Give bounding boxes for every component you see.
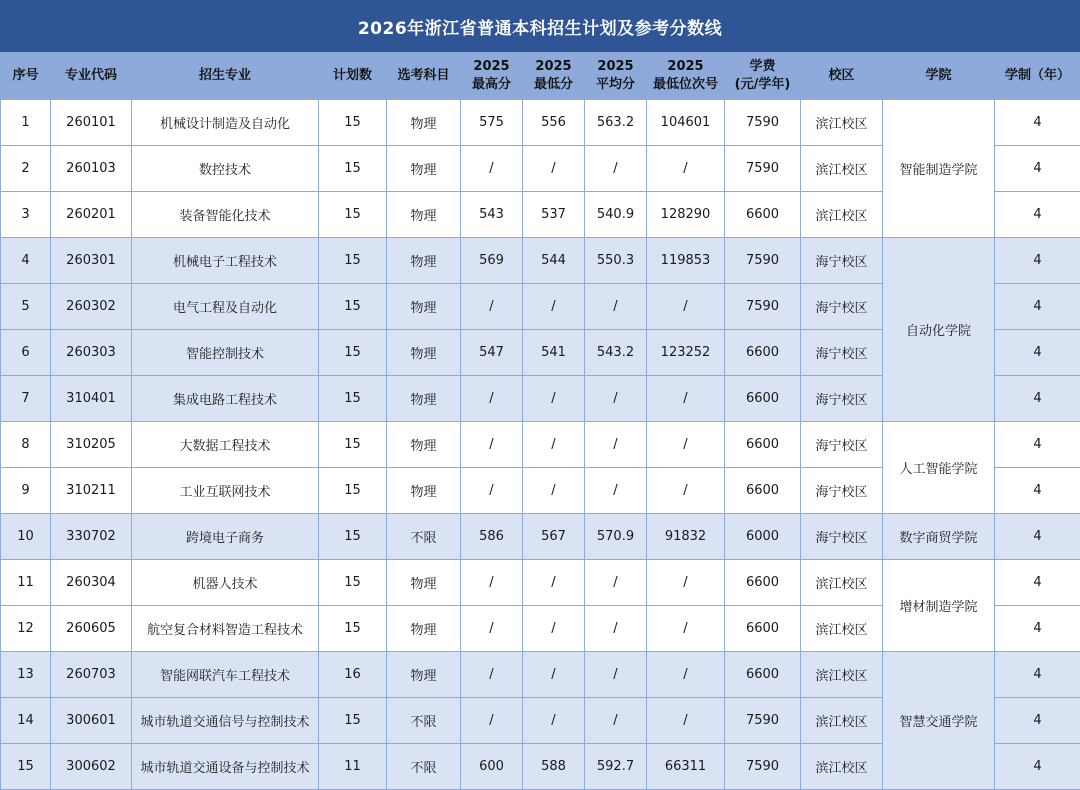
cell-code: 330702	[51, 514, 132, 560]
cell-code: 260605	[51, 606, 132, 652]
cell-min-score: 588	[523, 744, 585, 790]
cell-max-score: 575	[461, 100, 523, 146]
cell-plan: 15	[319, 422, 387, 468]
table-row	[1, 560, 1080, 606]
cell-min-score: /	[523, 606, 585, 652]
cell-major: 机械设计制造及自动化	[132, 100, 319, 146]
cell-avg-score: 563.2	[585, 100, 647, 146]
cell-campus: 海宁校区	[801, 468, 883, 514]
cell-subject: 物理	[387, 606, 461, 652]
cell-campus: 海宁校区	[801, 330, 883, 376]
cell-max-score: /	[461, 652, 523, 698]
admission-table	[0, 52, 1080, 790]
cell-min-score: 567	[523, 514, 585, 560]
cell-years: 4	[995, 606, 1080, 652]
cell-major: 集成电路工程技术	[132, 376, 319, 422]
cell-seq: 8	[1, 422, 51, 468]
cell-code: 260101	[51, 100, 132, 146]
cell-min-score: /	[523, 376, 585, 422]
cell-fee: 6600	[725, 330, 801, 376]
header-seq: 序号	[1, 53, 51, 100]
cell-campus: 海宁校区	[801, 284, 883, 330]
cell-code: 300601	[51, 698, 132, 744]
cell-plan: 15	[319, 698, 387, 744]
cell-fee: 6600	[725, 192, 801, 238]
cell-avg-score: /	[585, 468, 647, 514]
header-max-score	[461, 53, 523, 100]
cell-min-rank: 128290	[647, 192, 725, 238]
cell-avg-score: /	[585, 146, 647, 192]
cell-min-rank: /	[647, 468, 725, 514]
cell-max-score: /	[461, 146, 523, 192]
cell-seq: 2	[1, 146, 51, 192]
cell-min-rank: /	[647, 376, 725, 422]
cell-avg-score: /	[585, 606, 647, 652]
cell-campus: 滨江校区	[801, 698, 883, 744]
cell-plan: 15	[319, 100, 387, 146]
cell-major: 智能控制技术	[132, 330, 319, 376]
cell-min-rank: 123252	[647, 330, 725, 376]
cell-plan: 15	[319, 376, 387, 422]
cell-campus: 海宁校区	[801, 514, 883, 560]
cell-campus: 滨江校区	[801, 146, 883, 192]
cell-plan: 15	[319, 468, 387, 514]
cell-min-rank: /	[647, 698, 725, 744]
cell-seq: 12	[1, 606, 51, 652]
cell-subject: 物理	[387, 422, 461, 468]
header-rank-year: 2025	[667, 59, 703, 74]
cell-max-score: /	[461, 606, 523, 652]
cell-years: 4	[995, 146, 1080, 192]
cell-fee: 7590	[725, 284, 801, 330]
cell-subject: 物理	[387, 100, 461, 146]
cell-max-score: 543	[461, 192, 523, 238]
cell-seq: 11	[1, 560, 51, 606]
cell-campus: 滨江校区	[801, 606, 883, 652]
header-plan: 计划数	[319, 53, 387, 100]
cell-major: 数控技术	[132, 146, 319, 192]
cell-code: 260201	[51, 192, 132, 238]
cell-campus: 海宁校区	[801, 376, 883, 422]
cell-years: 4	[995, 744, 1080, 790]
header-fee-label: 学费	[749, 59, 775, 74]
cell-years: 4	[995, 284, 1080, 330]
cell-code: 260303	[51, 330, 132, 376]
cell-max-score: /	[461, 376, 523, 422]
cell-min-score: 556	[523, 100, 585, 146]
cell-subject: 不限	[387, 514, 461, 560]
cell-max-score: /	[461, 560, 523, 606]
cell-fee: 6600	[725, 606, 801, 652]
header-avg-year: 2025	[597, 59, 633, 74]
cell-fee: 6600	[725, 376, 801, 422]
cell-subject: 物理	[387, 330, 461, 376]
cell-plan: 16	[319, 652, 387, 698]
cell-college: 数字商贸学院	[883, 514, 995, 560]
table-body	[1, 100, 1080, 790]
cell-avg-score: /	[585, 698, 647, 744]
header-college: 学院	[883, 53, 995, 100]
header-max-year: 2025	[473, 59, 509, 74]
cell-min-rank: /	[647, 422, 725, 468]
cell-plan: 15	[319, 560, 387, 606]
cell-college: 人工智能学院	[883, 422, 995, 514]
cell-code: 260304	[51, 560, 132, 606]
cell-subject: 物理	[387, 238, 461, 284]
cell-seq: 13	[1, 652, 51, 698]
cell-fee: 6000	[725, 514, 801, 560]
cell-plan: 15	[319, 238, 387, 284]
header-avg-score	[585, 53, 647, 100]
table-row	[1, 100, 1080, 146]
cell-code: 260302	[51, 284, 132, 330]
cell-subject: 物理	[387, 146, 461, 192]
cell-avg-score: 570.9	[585, 514, 647, 560]
cell-subject: 物理	[387, 376, 461, 422]
cell-min-score: /	[523, 698, 585, 744]
cell-avg-score: /	[585, 376, 647, 422]
cell-fee: 7590	[725, 146, 801, 192]
cell-plan: 15	[319, 514, 387, 560]
cell-subject: 物理	[387, 284, 461, 330]
cell-avg-score: 543.2	[585, 330, 647, 376]
cell-years: 4	[995, 376, 1080, 422]
cell-years: 4	[995, 100, 1080, 146]
cell-fee: 7590	[725, 100, 801, 146]
cell-min-score: 544	[523, 238, 585, 284]
cell-years: 4	[995, 468, 1080, 514]
header-min-rank	[647, 53, 725, 100]
cell-code: 310205	[51, 422, 132, 468]
cell-plan: 15	[319, 330, 387, 376]
cell-plan: 11	[319, 744, 387, 790]
cell-min-score: /	[523, 560, 585, 606]
cell-min-rank: /	[647, 652, 725, 698]
header-code: 专业代码	[51, 53, 132, 100]
cell-college: 增材制造学院	[883, 560, 995, 652]
cell-college: 自动化学院	[883, 238, 995, 422]
cell-code: 310211	[51, 468, 132, 514]
cell-years: 4	[995, 514, 1080, 560]
cell-major: 电气工程及自动化	[132, 284, 319, 330]
cell-min-rank: 66311	[647, 744, 725, 790]
cell-major: 大数据工程技术	[132, 422, 319, 468]
header-min-label: 最低分	[534, 77, 573, 92]
cell-campus: 滨江校区	[801, 744, 883, 790]
cell-seq: 5	[1, 284, 51, 330]
cell-plan: 15	[319, 146, 387, 192]
cell-years: 4	[995, 652, 1080, 698]
cell-max-score: /	[461, 468, 523, 514]
cell-avg-score: /	[585, 652, 647, 698]
cell-min-score: /	[523, 468, 585, 514]
cell-seq: 4	[1, 238, 51, 284]
cell-fee: 7590	[725, 744, 801, 790]
cell-avg-score: /	[585, 422, 647, 468]
cell-subject: 不限	[387, 698, 461, 744]
cell-min-rank: /	[647, 560, 725, 606]
cell-min-score: /	[523, 652, 585, 698]
cell-avg-score: /	[585, 560, 647, 606]
cell-min-score: /	[523, 146, 585, 192]
cell-code: 260301	[51, 238, 132, 284]
cell-min-score: /	[523, 422, 585, 468]
cell-campus: 海宁校区	[801, 422, 883, 468]
cell-years: 4	[995, 698, 1080, 744]
cell-years: 4	[995, 192, 1080, 238]
cell-college: 智慧交通学院	[883, 652, 995, 790]
cell-seq: 10	[1, 514, 51, 560]
cell-max-score: /	[461, 284, 523, 330]
table-row	[1, 514, 1080, 560]
cell-code: 260703	[51, 652, 132, 698]
cell-min-score: 541	[523, 330, 585, 376]
cell-seq: 15	[1, 744, 51, 790]
cell-max-score: 586	[461, 514, 523, 560]
cell-subject: 物理	[387, 652, 461, 698]
table-row	[1, 422, 1080, 468]
header-avg-label: 平均分	[596, 77, 635, 92]
cell-seq: 14	[1, 698, 51, 744]
cell-fee: 6600	[725, 422, 801, 468]
cell-max-score: 569	[461, 238, 523, 284]
cell-seq: 3	[1, 192, 51, 238]
cell-min-score: /	[523, 284, 585, 330]
cell-code: 300602	[51, 744, 132, 790]
cell-seq: 6	[1, 330, 51, 376]
cell-avg-score: 592.7	[585, 744, 647, 790]
cell-max-score: 547	[461, 330, 523, 376]
header-max-label: 最高分	[472, 77, 511, 92]
cell-min-rank: 91832	[647, 514, 725, 560]
cell-min-rank: 119853	[647, 238, 725, 284]
cell-avg-score: 540.9	[585, 192, 647, 238]
header-fee-unit: (元/学年)	[735, 77, 791, 92]
cell-subject: 不限	[387, 744, 461, 790]
cell-years: 4	[995, 560, 1080, 606]
cell-campus: 滨江校区	[801, 100, 883, 146]
header-years: 学制（年）	[995, 53, 1080, 100]
header-subject: 选考科目	[387, 53, 461, 100]
cell-fee: 6600	[725, 652, 801, 698]
cell-campus: 滨江校区	[801, 192, 883, 238]
cell-fee: 6600	[725, 560, 801, 606]
header-fee	[725, 53, 801, 100]
cell-plan: 15	[319, 192, 387, 238]
cell-seq: 1	[1, 100, 51, 146]
cell-min-rank: /	[647, 606, 725, 652]
cell-years: 4	[995, 238, 1080, 284]
cell-max-score: /	[461, 422, 523, 468]
cell-avg-score: 550.3	[585, 238, 647, 284]
cell-subject: 物理	[387, 560, 461, 606]
cell-major: 航空复合材料智造工程技术	[132, 606, 319, 652]
cell-college: 智能制造学院	[883, 100, 995, 238]
cell-campus: 滨江校区	[801, 652, 883, 698]
cell-major: 机械电子工程技术	[132, 238, 319, 284]
cell-max-score: 600	[461, 744, 523, 790]
cell-major: 城市轨道交通信号与控制技术	[132, 698, 319, 744]
cell-major: 工业互联网技术	[132, 468, 319, 514]
header-major: 招生专业	[132, 53, 319, 100]
table-header	[1, 53, 1080, 100]
cell-subject: 物理	[387, 192, 461, 238]
cell-seq: 7	[1, 376, 51, 422]
cell-fee: 7590	[725, 238, 801, 284]
cell-plan: 15	[319, 284, 387, 330]
cell-min-rank: /	[647, 284, 725, 330]
header-min-year: 2025	[535, 59, 571, 74]
cell-plan: 15	[319, 606, 387, 652]
cell-years: 4	[995, 422, 1080, 468]
cell-min-score: 537	[523, 192, 585, 238]
cell-max-score: /	[461, 698, 523, 744]
cell-campus: 滨江校区	[801, 560, 883, 606]
cell-major: 装备智能化技术	[132, 192, 319, 238]
header-campus: 校区	[801, 53, 883, 100]
cell-major: 智能网联汽车工程技术	[132, 652, 319, 698]
cell-major: 跨境电子商务	[132, 514, 319, 560]
table-row	[1, 652, 1080, 698]
cell-code: 310401	[51, 376, 132, 422]
cell-code: 260103	[51, 146, 132, 192]
cell-campus: 海宁校区	[801, 238, 883, 284]
cell-major: 机器人技术	[132, 560, 319, 606]
table-row	[1, 238, 1080, 284]
cell-min-rank: /	[647, 146, 725, 192]
cell-subject: 物理	[387, 468, 461, 514]
cell-fee: 7590	[725, 698, 801, 744]
cell-seq: 9	[1, 468, 51, 514]
cell-major: 城市轨道交通设备与控制技术	[132, 744, 319, 790]
header-rank-label: 最低位次号	[653, 77, 718, 92]
page-title: 2026年浙江省普通本科招生计划及参考分数线	[0, 0, 1080, 52]
cell-avg-score: /	[585, 284, 647, 330]
header-min-score	[523, 53, 585, 100]
cell-min-rank: 104601	[647, 100, 725, 146]
cell-years: 4	[995, 330, 1080, 376]
cell-fee: 6600	[725, 468, 801, 514]
